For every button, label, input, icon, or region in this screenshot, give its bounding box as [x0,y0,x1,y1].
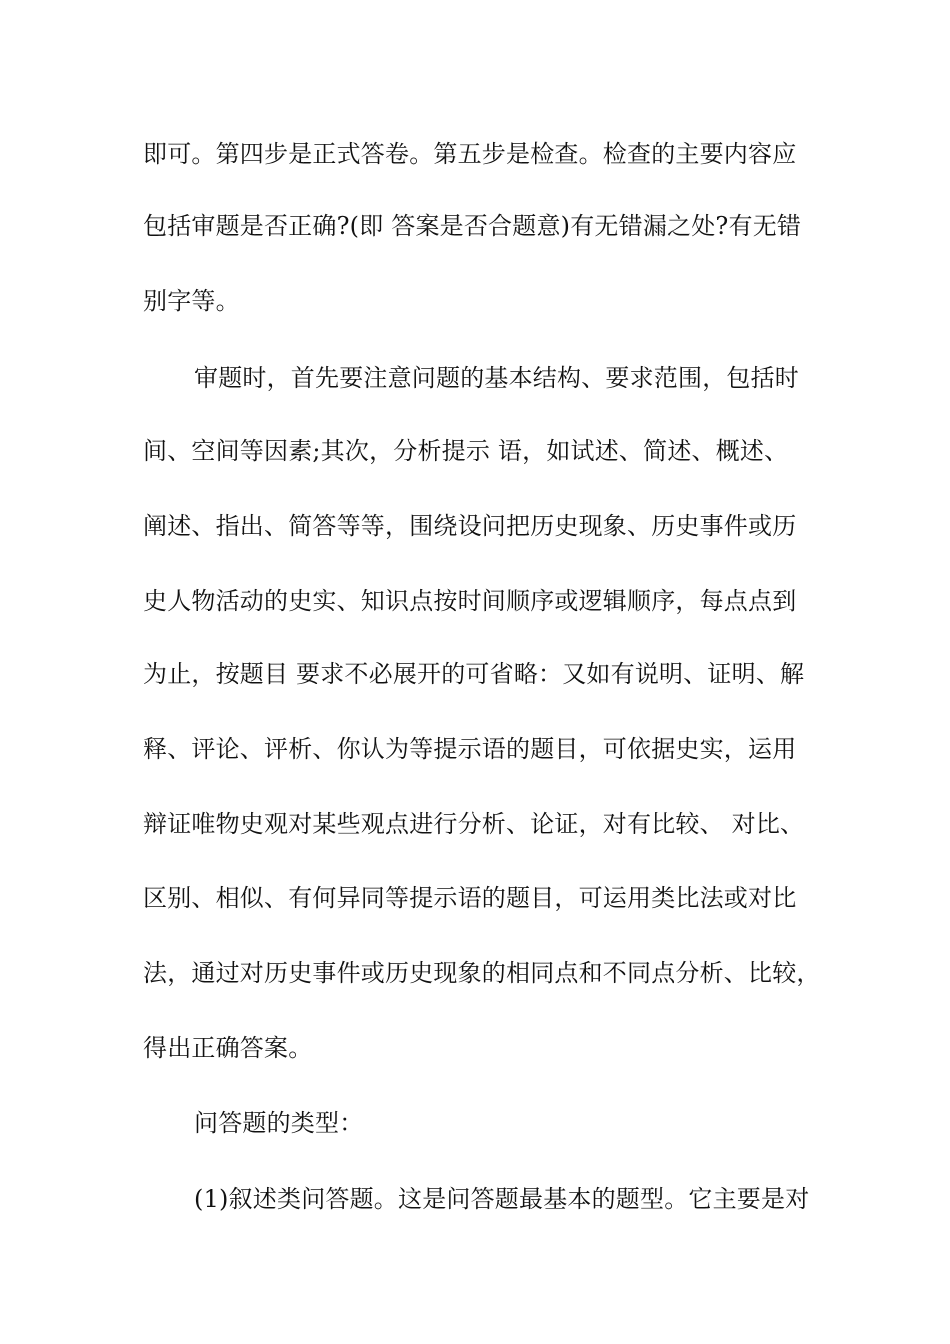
text-line: 史人物活动的史实、知识点按时间顺序或逻辑顺序，每点点到 [143,587,797,615]
text-line: 得出正确答案。 [143,1034,313,1062]
text-line: 辩证唯物史观对某些观点进行分析、论证，对有比较、 对比、 [143,810,805,838]
text-line: 问答题的类型： [194,1109,364,1137]
text-line: 为止，按题目 要求不必展开的可省略：又如有说明、证明、解 [143,660,805,688]
text-line: 法，通过对历史事件或历史现象的相同点和不同点分析、比较， [143,959,821,987]
text-line: 区别、相似、有何异同等提示语的题目，可运用类比法或对比 [143,884,797,912]
text-line: 阐述、指出、简答等等，围绕设问把历史现象、历史事件或历 [143,512,797,540]
text-line: 即可。第四步是正式答卷。第五步是检查。检查的主要内容应 [143,140,797,168]
text-line: 包括审题是否正确?(即 答案是否合题意)有无错漏之处?有无错 [143,212,802,240]
text-line: (1)叙述类问答题。这是问答题最基本的题型。它主要是对 [194,1185,810,1213]
text-line: 释、评论、评析、你认为等提示语的题目，可依据史实，运用 [143,735,797,763]
text-line: 间、空间等因素;其次，分析提示 语，如试述、简述、概述、 [143,437,789,465]
text-line: 审题时，首先要注意问题的基本结构、要求范围，包括时 [194,364,799,392]
text-line: 别字等。 [143,287,240,315]
